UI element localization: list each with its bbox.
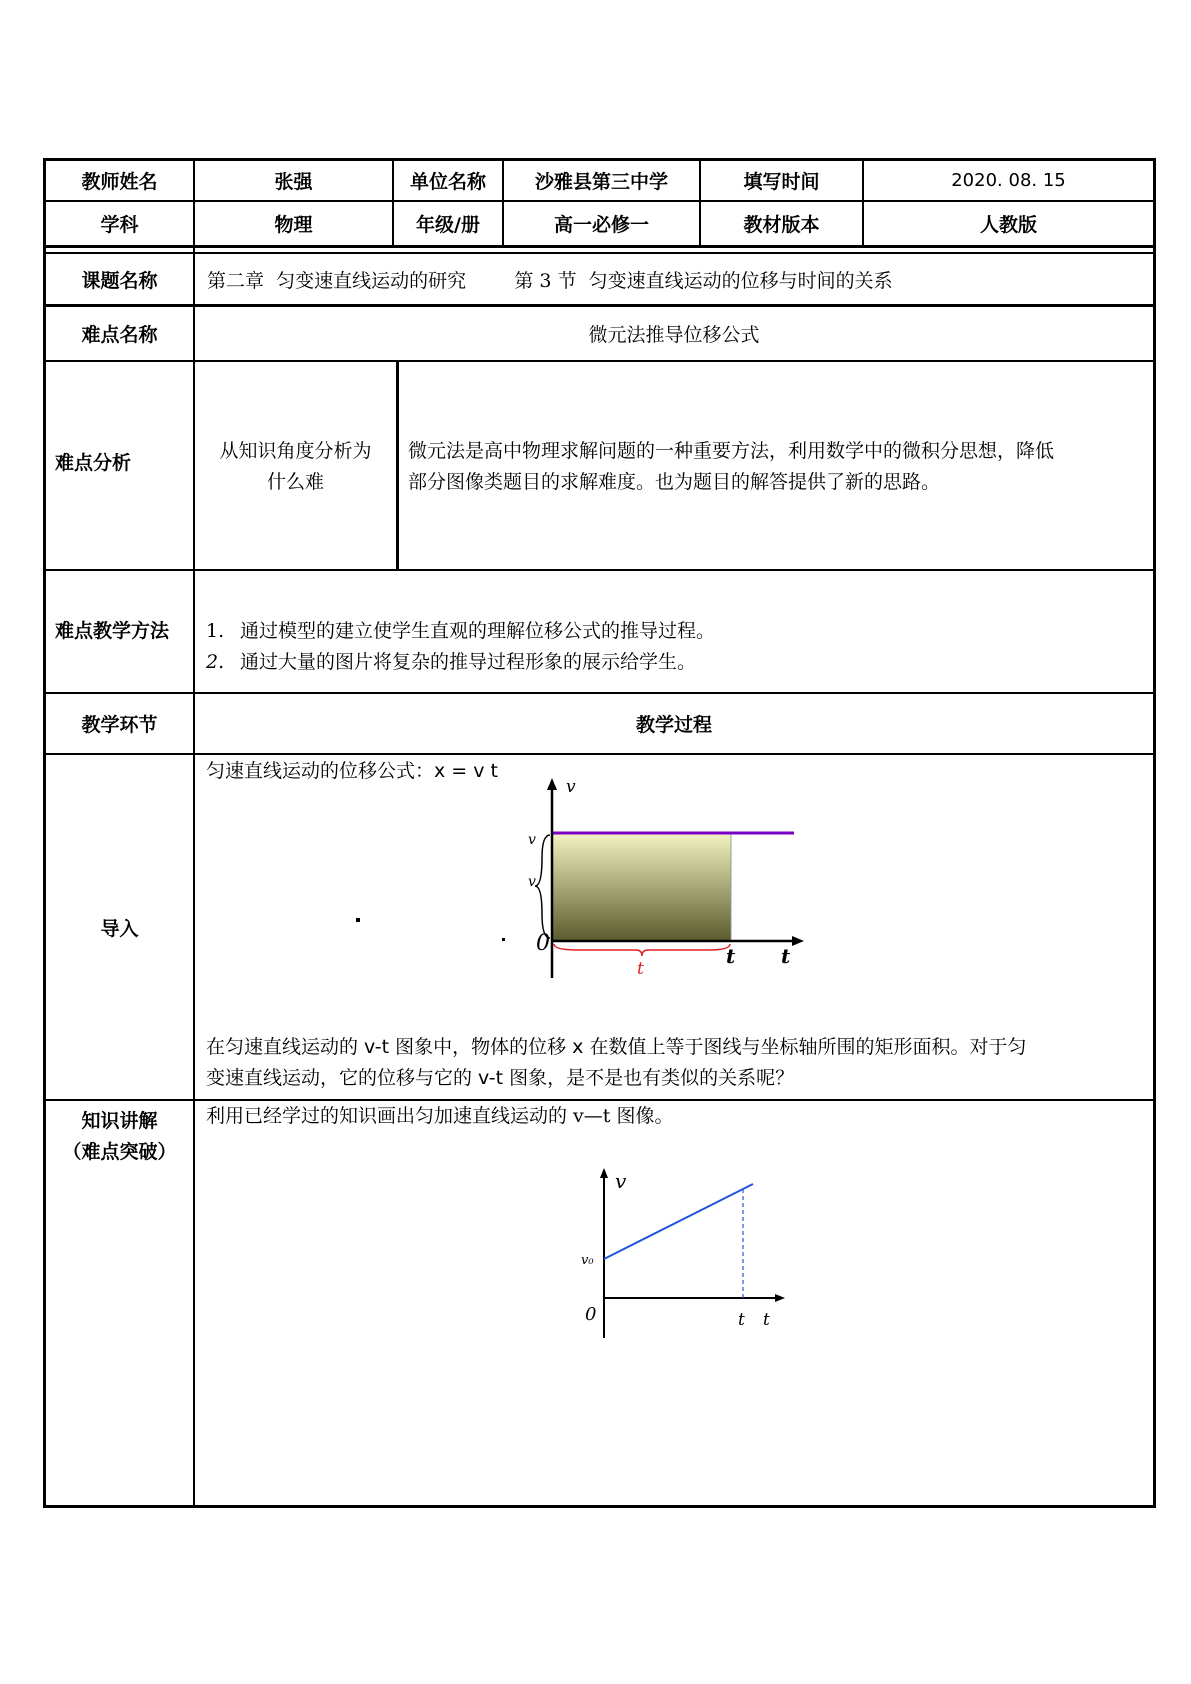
velocity-line xyxy=(604,1184,753,1259)
intro-formula: 匀速直线运动的位移公式：x = v t xyxy=(206,760,498,782)
artifact-dot xyxy=(502,938,505,941)
rule-label-col xyxy=(193,158,195,1508)
knowledge-label-line2: （难点突破） xyxy=(62,1141,177,1163)
fill-date-label: 填写时间 xyxy=(743,171,820,193)
rule-row2 xyxy=(43,245,1156,248)
intro-text-line2: 变速直线运动，它的位移与它的 v-t 图象，是不是也有类似的关系呢？ xyxy=(206,1067,795,1089)
method-item-text: 通过大量的图片将复杂的推导过程形象的展示给学生。 xyxy=(240,651,697,673)
t-brace-label: t xyxy=(637,959,644,979)
teacher-name-label: 教师姓名 xyxy=(81,171,158,193)
knowledge-text: 利用已经学过的知识画出匀加速直线运动的 v—t 图像。 xyxy=(206,1105,674,1127)
method-list xyxy=(206,616,1146,678)
uniform-motion-vt-graph xyxy=(508,778,818,1008)
rule-right xyxy=(1153,158,1156,1508)
v-axis-label: v xyxy=(615,1169,627,1193)
method-item-number: 2. xyxy=(206,651,225,673)
intro-text-line1: 在匀速直线运动的 v-t 图象中，物体的位移 x 在数值上等于图线与坐标轴所围的矩形面积。对于匀 xyxy=(206,1036,1027,1058)
rule-difficulty xyxy=(43,360,1156,362)
grade-label: 年级/册 xyxy=(416,214,480,236)
subject-label: 学科 xyxy=(100,214,139,236)
v0-label: v₀ xyxy=(581,1253,594,1268)
edition-value: 人教版 xyxy=(979,214,1037,236)
process-step-label: 教学环节 xyxy=(81,714,158,736)
fill-date-value: 2020. 08. 15 xyxy=(951,170,1066,191)
t-axis-arrow xyxy=(775,1294,785,1302)
t-axis-arrow xyxy=(792,936,804,946)
difficulty-label: 难点名称 xyxy=(81,324,158,346)
origin-label: 0 xyxy=(536,931,550,956)
analysis-text xyxy=(408,436,1148,498)
analysis-sub-label-line2: 什么难 xyxy=(266,471,324,493)
t-tick-label: t xyxy=(738,1310,745,1330)
height-brace xyxy=(535,835,550,938)
teacher-name-value: 张强 xyxy=(274,171,313,193)
method-item-number: 1. xyxy=(206,620,225,642)
method-item xyxy=(206,647,1146,678)
rule-analysis-sub xyxy=(396,362,399,569)
knowledge-label-line1: 知识讲解 xyxy=(81,1110,158,1132)
artifact-dot xyxy=(356,918,360,922)
knowledge-label xyxy=(46,1106,193,1168)
origin-label: 0 xyxy=(585,1304,597,1325)
t-axis-label: t xyxy=(763,1310,770,1330)
displacement-area xyxy=(552,833,731,941)
edition-label: 教材版本 xyxy=(743,214,820,236)
intro-text xyxy=(206,1032,1146,1094)
analysis-text-line2: 部分图像类题目的求解难度。也为题目的解答提供了新的思路。 xyxy=(408,471,941,493)
accelerated-motion-vt-graph xyxy=(563,1168,833,1353)
rule-process xyxy=(43,753,1156,755)
method-item-text: 通过模型的建立使学生直观的理解位移公式的推导过程。 xyxy=(240,620,716,642)
width-brace xyxy=(554,944,730,956)
v-axis-label: v xyxy=(566,778,576,797)
intro-label: 导入 xyxy=(100,917,139,940)
difficulty-value: 微元法推导位移公式 xyxy=(588,324,760,346)
topic-label: 课题名称 xyxy=(81,269,158,292)
unit-name-value: 沙雅县第三中学 xyxy=(534,171,668,193)
analysis-text-line1: 微元法是高中物理求解问题的一种重要方法，利用数学中的微积分思想，降低 xyxy=(408,440,1055,462)
v-tick-label-2: v xyxy=(528,874,536,890)
rule-analysis xyxy=(43,569,1156,571)
analysis-sub-label-line1: 从知识角度分析为 xyxy=(219,440,372,462)
v-tick-label-1: v xyxy=(528,832,536,848)
t-tick-label: t xyxy=(726,944,736,968)
subject-value: 物理 xyxy=(274,214,313,236)
analysis-label: 难点分析 xyxy=(55,452,132,474)
lesson-plan-table xyxy=(43,158,1156,1508)
unit-name-label: 单位名称 xyxy=(409,171,486,193)
method-label: 难点教学方法 xyxy=(55,620,170,642)
topic-value: 第二章 匀变速直线运动的研究 第 3 节 匀变速直线运动的位移与时间的关系 xyxy=(207,269,893,292)
t-axis-label: t xyxy=(781,944,791,968)
analysis-sub-label xyxy=(195,436,396,506)
method-item xyxy=(206,616,1146,647)
rule-bottom xyxy=(43,1505,1156,1508)
v-axis-arrow xyxy=(600,1168,608,1178)
grade-value: 高一必修一 xyxy=(553,214,649,236)
process-label: 教学过程 xyxy=(635,714,712,736)
v-axis-arrow xyxy=(547,778,557,790)
